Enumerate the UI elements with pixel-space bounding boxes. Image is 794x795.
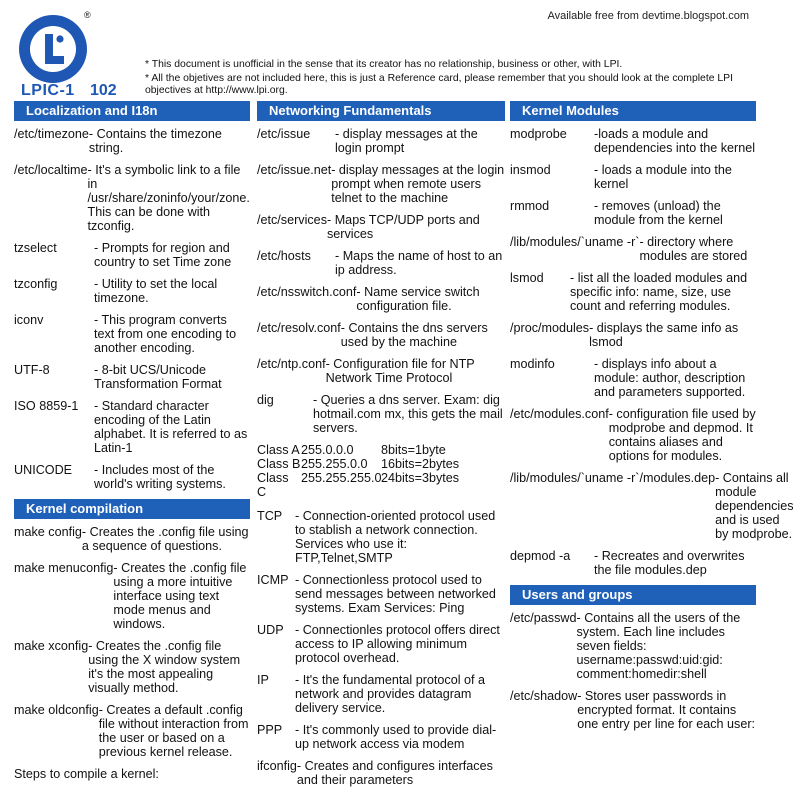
section-title-localization: Localization and I18n — [14, 101, 250, 121]
list-item: /lib/modules/`uname -r`/modules.dep - Contains all module dependencies and is used by modprobe. — [510, 471, 794, 541]
list-item: rmmod - removes (unload) the module from the kernel — [510, 199, 723, 227]
list-item: tzselect - Prompts for region and country to set Time zone — [14, 241, 232, 269]
table-row: Class C 255.255.255.0 24bits=3bytes — [257, 471, 460, 499]
list-item: /etc/modules.conf - configuration file used by modprobe and depmod. It contains aliases and options for modules. — [510, 407, 756, 463]
list-item: ifconfig - Creates and configures interfaces and their parameters — [257, 759, 493, 787]
list-item: PPP - It's commonly used to provide dial-up network access via modem — [257, 723, 497, 751]
list-item: TCP - Connection-oriented protocol used to stablish a network connection. Services who use it: FTP,Telnet,SMTP — [257, 509, 496, 565]
list-item: make menuconfig - Creates the .config file using a more intuitive interface using text mode menus and windows. — [14, 561, 247, 631]
availability-note: Available free from devtime.blogspot.com — [547, 10, 749, 22]
list-item: insmod - loads a module into the kernel — [510, 163, 732, 191]
section-title-kernel-modules: Kernel Modules — [510, 101, 756, 121]
list-item: make config - Creates the .config file using a sequence of questions. — [14, 525, 249, 553]
exam-level: 102 — [90, 82, 117, 99]
list-item: /etc/passwd - Contains all the users of the system. Each line includes seven fields: username:passwd:uid:gid: comment:homedir:shell — [510, 611, 741, 681]
disclaimer-note-1: * This document is unofficial in the sense that its creator has no relationship, business or other, with LPI. — [145, 59, 623, 70]
list-item: /etc/timezone - Contains the timezone string. — [14, 127, 222, 155]
list-item: /etc/services - Maps TCP/UDP ports and services — [257, 213, 480, 241]
list-item: /lib/modules/`uname -r` - directory where modules are stored — [510, 235, 748, 263]
registered-mark: ® — [84, 10, 91, 20]
column-middle — [257, 101, 505, 795]
logo-text: LPIC-1 — [21, 82, 75, 99]
column-left — [14, 101, 250, 789]
steps-heading: Steps to compile a kernel: — [14, 767, 159, 781]
list-item: make xconfig - Creates the .config file using the X window system it's the most appealing visually method. — [14, 639, 241, 695]
list-item: make oldconfig - Creates a default .config file without interaction from the user or based on a previous kernel release. — [14, 703, 249, 759]
list-item: ISO 8859-1 - Standard character encoding of the Latin alphabet. It is referred to as Latin-1 — [14, 399, 248, 455]
list-item: depmod -a - Recreates and overwrites the file modules.dep — [510, 549, 745, 577]
list-item: UDP - Connectionles protocol offers direct access to IP allowing minimum protocol overhead. — [257, 623, 500, 665]
list-item: modinfo - displays info about a module: author, description and parameters supported. — [510, 357, 746, 399]
list-item: /etc/ntp.conf - Configuration file for NTP Network Time Protocol — [257, 357, 475, 385]
list-item: UNICODE - Includes most of the world's writing systems. — [14, 463, 226, 491]
list-item: /etc/hosts - Maps the name of host to an ip address. — [257, 249, 503, 277]
list-item: modprobe -loads a module and dependencies into the kernel — [510, 127, 756, 155]
list-item: /etc/issue - display messages at the login prompt — [257, 127, 478, 155]
list-item: tzconfig - Utility to set the local timezone. — [14, 277, 218, 305]
list-item: iconv - This program converts text from one encoding to another encoding. — [14, 313, 237, 355]
list-item: /etc/resolv.conf - Contains the dns servers used by the machine — [257, 321, 488, 349]
list-item: ICMP - Connectionless protocol used to send messages between networked systems. Exam Services: Ping — [257, 573, 496, 615]
list-item: /etc/shadow - Stores user passwords in encrypted format. It contains one entry per line for each user: — [510, 689, 756, 731]
disclaimer-note-2: * All the objetives are not included here, this is just a Reference card, please remember that you should look at the complete LPI objectives at http://www.lpi.org. — [145, 73, 733, 96]
section-title-kernel-compilation: Kernel compilation — [14, 499, 250, 519]
ip-class-table — [257, 443, 505, 499]
list-item: /proc/modules - displays the same info as lsmod — [510, 321, 739, 349]
table-row: Class A 255.0.0.0 8bits=1byte — [257, 443, 446, 457]
list-item: /etc/nsswitch.conf - Name service switch configuration file. — [257, 285, 480, 313]
section-title-networking: Networking Fundamentals — [257, 101, 505, 121]
list-item: IP - It's the fundamental protocol of a network and provides datagram delivery service. — [257, 673, 486, 715]
table-row: Class B 255.255.0.0 16bits=2bytes — [257, 457, 460, 471]
list-item: UTF-8 - 8-bit UCS/Unicode Transformation Format — [14, 363, 222, 391]
column-right — [510, 101, 794, 739]
section-title-users-groups: Users and groups — [510, 585, 756, 605]
list-item: /etc/issue.net - display messages at the login prompt when remote users telnet to the machine — [257, 163, 505, 205]
list-item: lsmod - list all the loaded modules and specific info: name, size, use count and referring modules. — [510, 271, 748, 313]
list-item: dig - Queries a dns server. Exam: dig hotmail.com mx, this gets the mail servers. — [257, 393, 503, 435]
list-item: /etc/localtime - It's a symbolic link to a file in /usr/share/zoninfo/your/zone. This can be done with tzconfig. — [14, 163, 250, 233]
lpi-logo-icon — [16, 12, 90, 86]
